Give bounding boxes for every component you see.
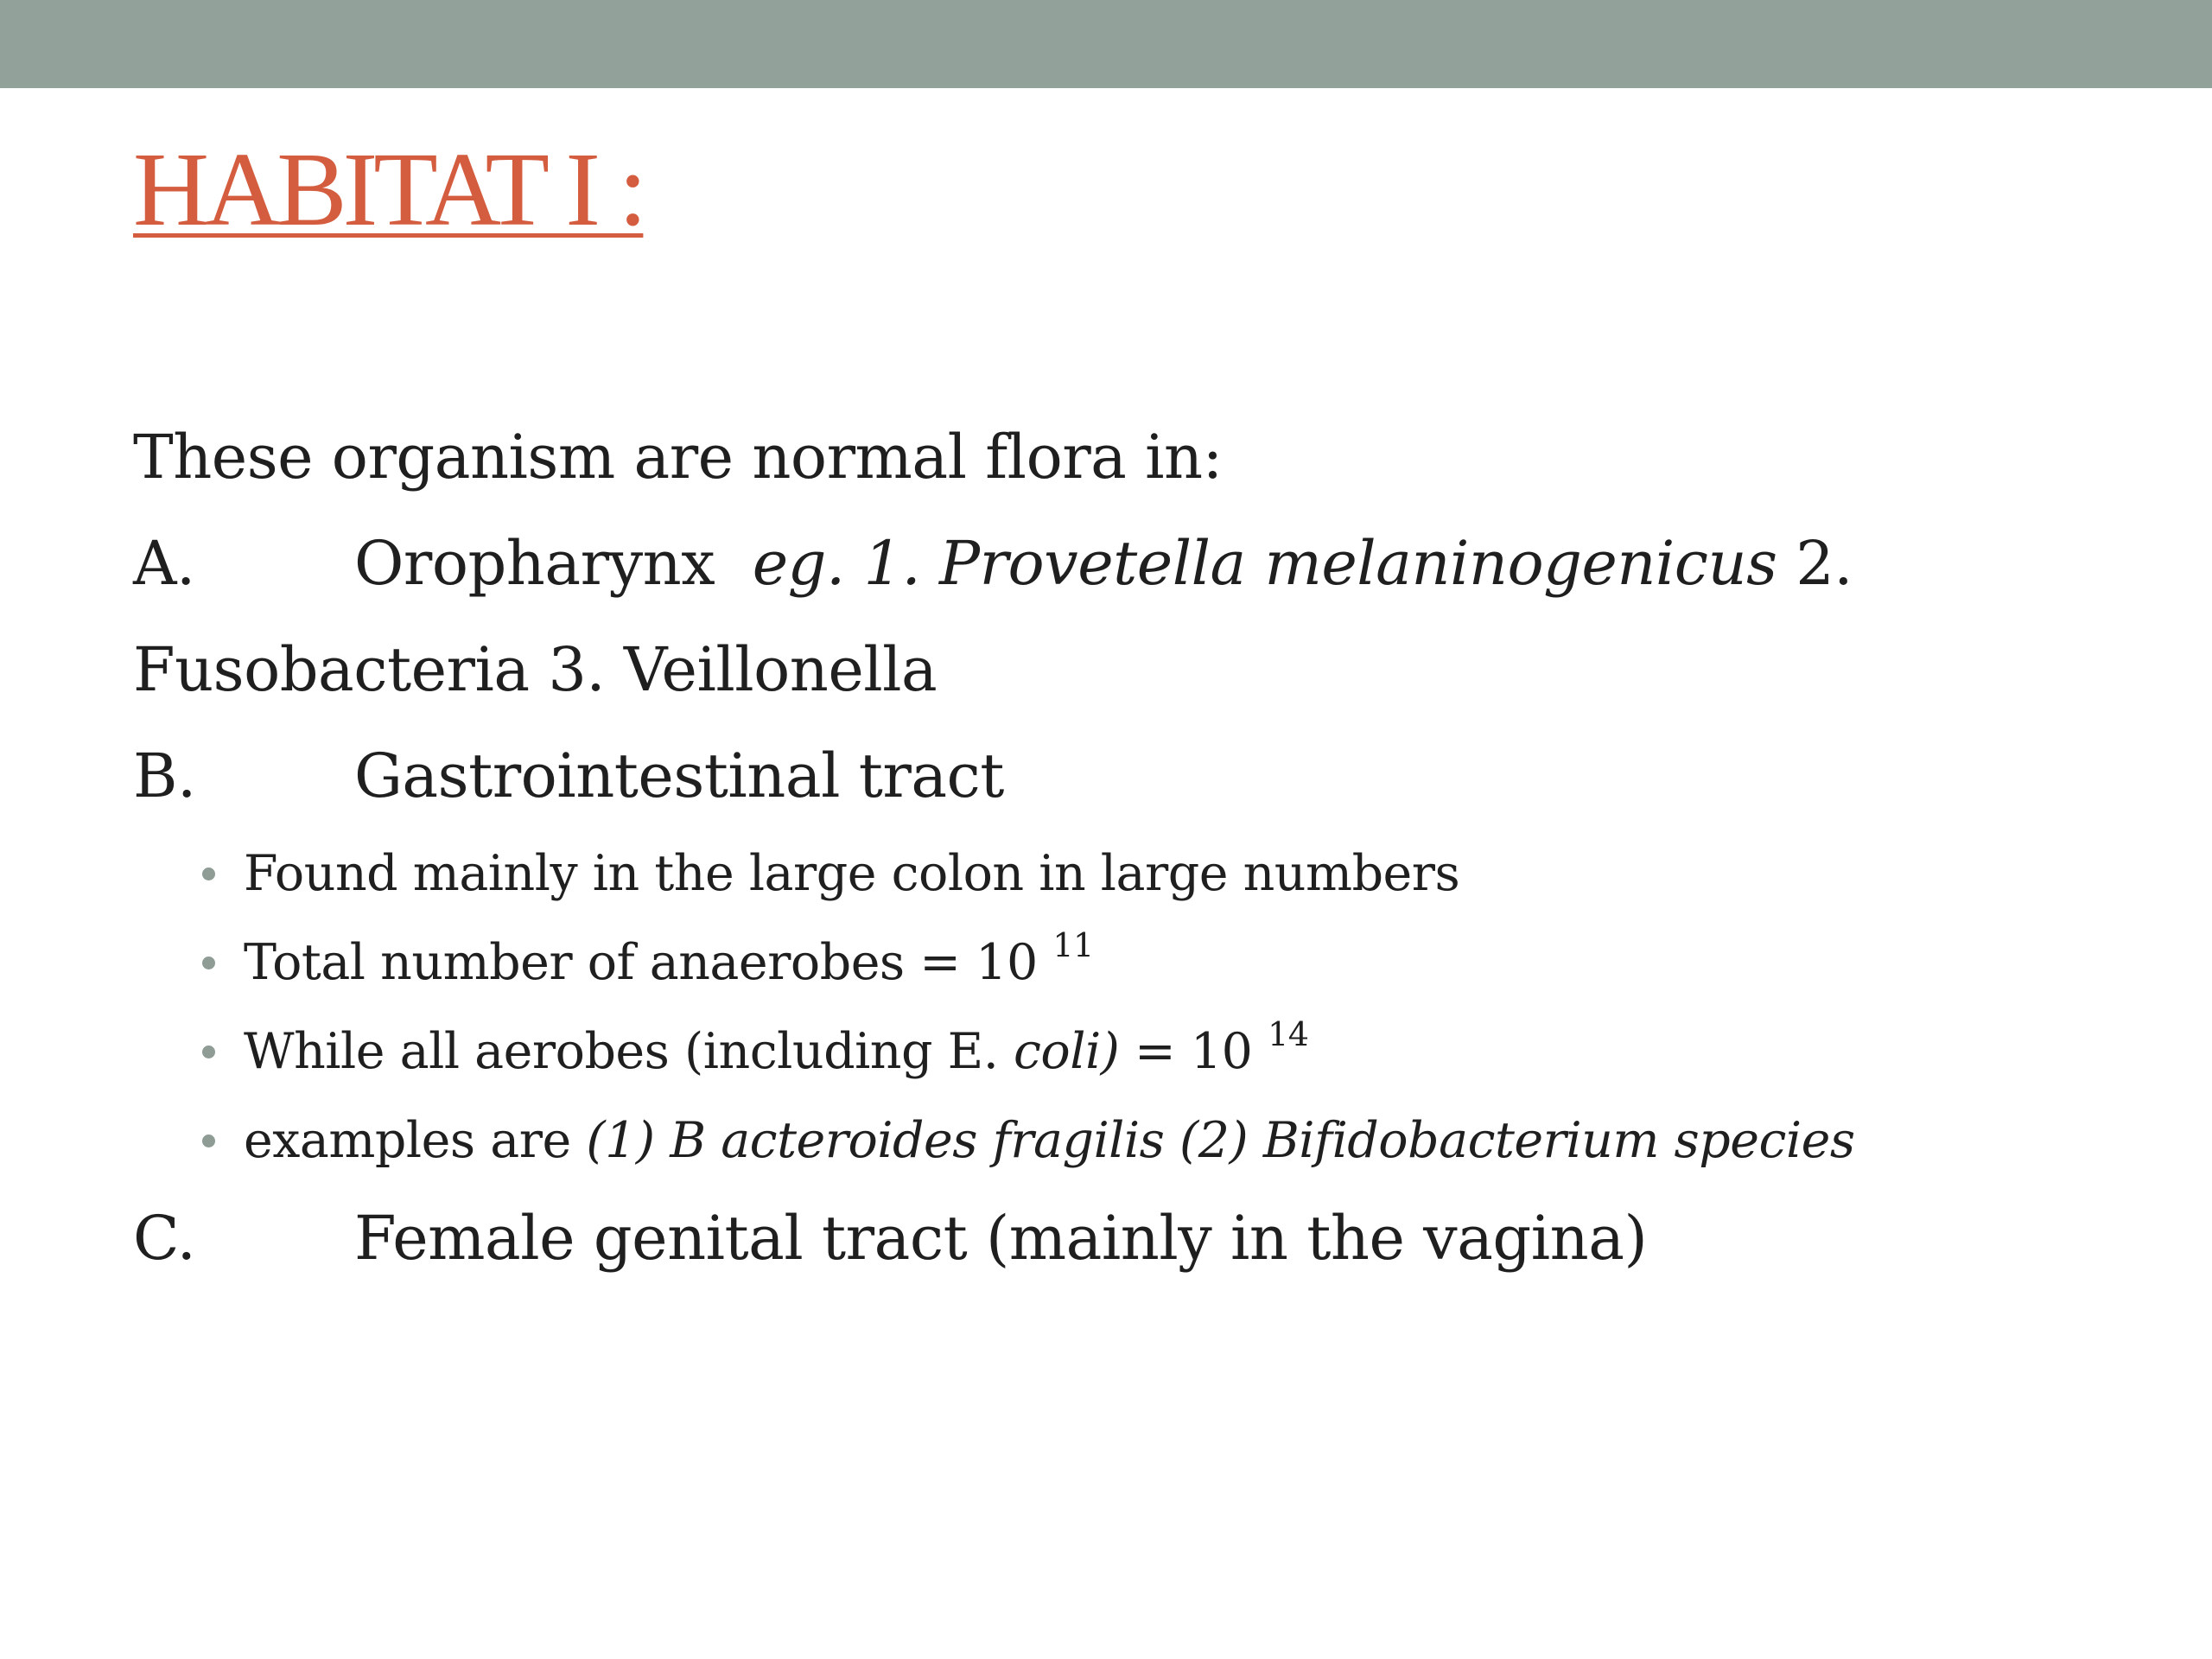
- item-b-name: Gastrointestinal tract: [354, 741, 1004, 811]
- top-accent-bar: [0, 0, 2212, 88]
- item-a: [133, 511, 2120, 617]
- item-c-letter: C.: [133, 1203, 196, 1274]
- bullet-dot-icon: [202, 957, 215, 969]
- item-a-examples-tail: 2.: [1777, 528, 1853, 599]
- item-a-letter: A.: [133, 528, 195, 599]
- item-a-continuation: Fusobacteria 3. Veillonella: [133, 634, 938, 705]
- item-b: [133, 723, 2120, 830]
- bullet-text: Found mainly in the large colon in large numbers: [244, 845, 1460, 902]
- item-a-examples: eg. 1. Provetella melaninogenicus: [752, 528, 1777, 599]
- slide-body: [133, 404, 2120, 1292]
- bullet-aerobes: [133, 1007, 2120, 1096]
- item-c: [133, 1185, 2120, 1292]
- bullet-dot-icon: [202, 1135, 215, 1147]
- item-a-name: Oropharynx: [354, 528, 715, 599]
- bullet-text-tail: = 10: [1119, 1023, 1253, 1080]
- bullet-dot-icon: [202, 868, 215, 880]
- bullet-examples: [133, 1096, 2120, 1185]
- bullet-italic-text: (1) B acteroides fragilis (2) Bifidobacterium species: [586, 1112, 1855, 1169]
- bullet-text: examples are: [244, 1112, 587, 1169]
- exponent: 11: [1052, 926, 1094, 964]
- item-c-name: Female genital tract (mainly in the vagina): [354, 1203, 1648, 1274]
- bullet-total-anaerobes: [133, 918, 2120, 1007]
- item-b-bullet-list: [133, 830, 2120, 1185]
- slide-title: HABITAT I :: [133, 131, 644, 248]
- bullet-text: Total number of anaerobes = 10: [244, 934, 1038, 991]
- bullet-text: While all aerobes (including E.: [244, 1023, 1014, 1080]
- intro-text: These organism are normal flora in:: [133, 422, 1223, 493]
- bullet-italic-text: coli): [1013, 1023, 1120, 1080]
- bullet-found-mainly: [133, 830, 2120, 918]
- exponent: 14: [1268, 1015, 1309, 1053]
- item-b-letter: B.: [133, 741, 196, 811]
- bullet-dot-icon: [202, 1046, 215, 1058]
